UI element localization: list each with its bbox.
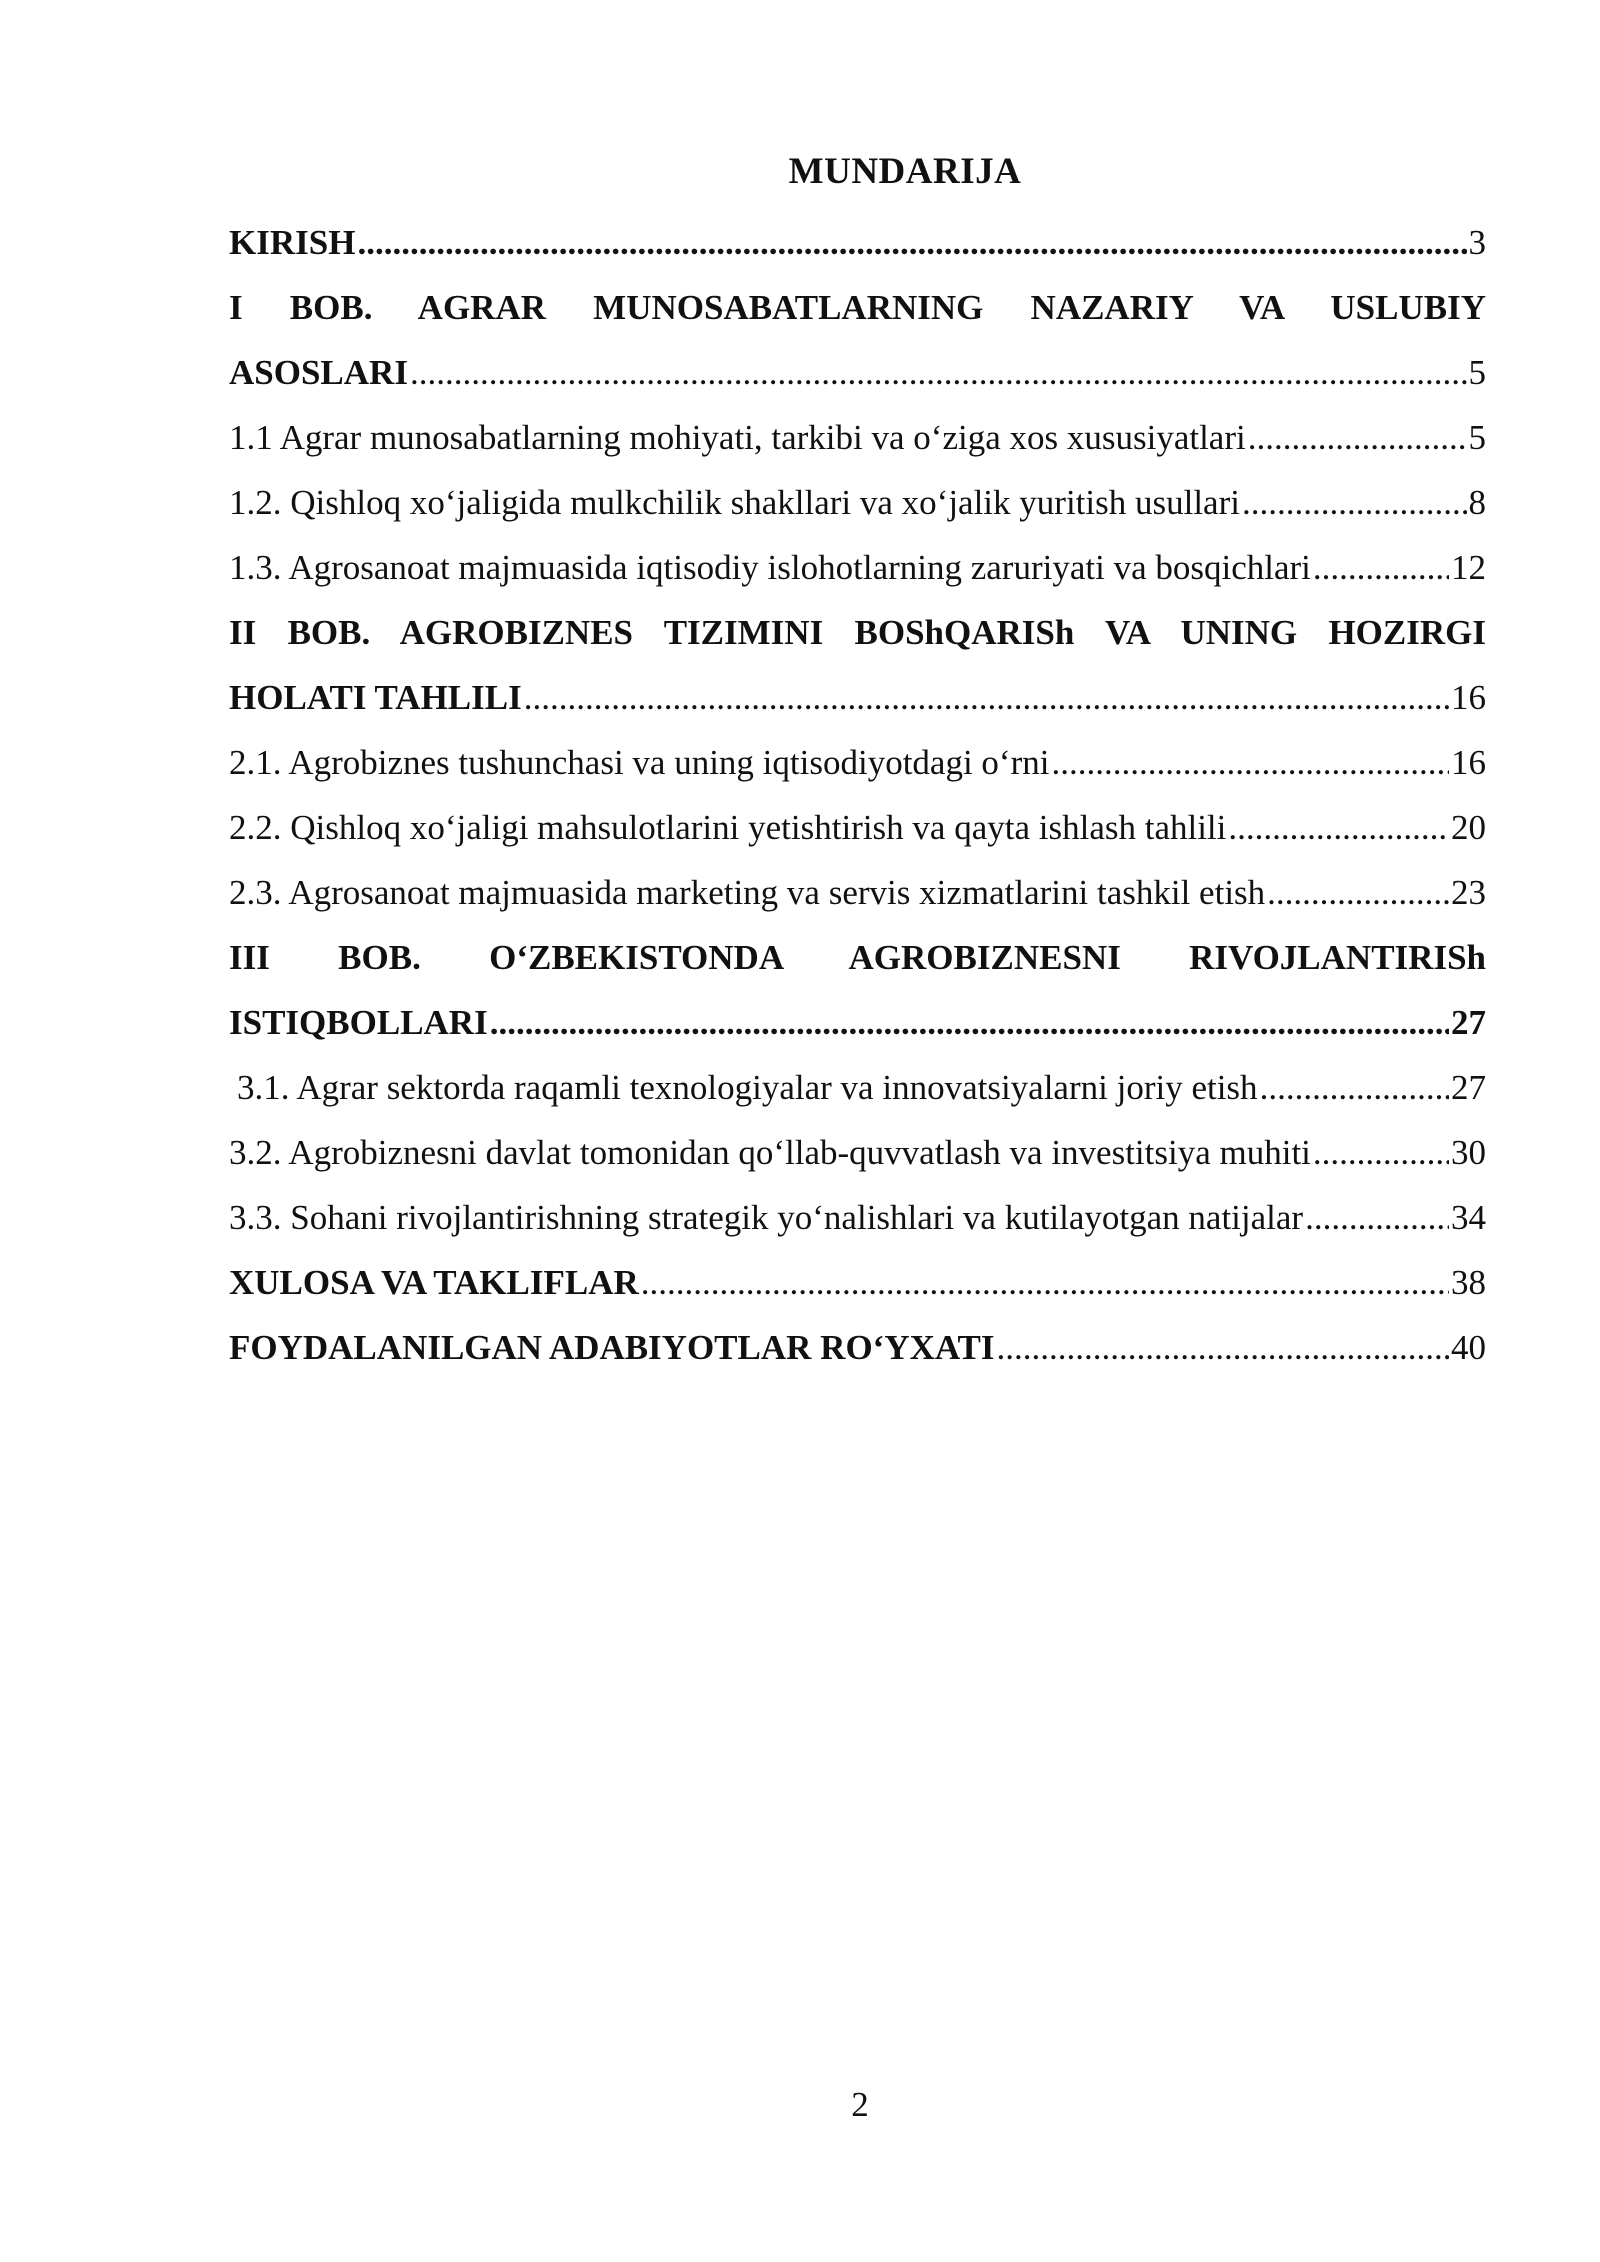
- dot-leader: [1248, 405, 1467, 470]
- toc-entry-3-1[interactable]: [229, 1055, 1486, 1120]
- dot-leader: [997, 1315, 1449, 1380]
- toc-entry-conclusion[interactable]: [229, 1250, 1486, 1315]
- toc-entry-page: 12: [1451, 548, 1486, 587]
- toc-entry-page: 27: [1451, 1003, 1486, 1042]
- dot-leader: [490, 990, 1449, 1055]
- toc-entry-2-3[interactable]: [229, 860, 1486, 925]
- dot-leader: [410, 340, 1467, 405]
- dot-leader: [1313, 1120, 1449, 1185]
- dot-leader: [1242, 470, 1467, 535]
- toc-entry-page: 20: [1451, 808, 1486, 847]
- toc-title: MUNDARIJA: [788, 151, 1022, 192]
- toc-entry-page: 38: [1451, 1263, 1486, 1302]
- dot-leader: [524, 665, 1449, 730]
- toc-entry-page: 5: [1468, 353, 1486, 392]
- dot-leader: [357, 210, 1466, 275]
- toc-entry-1-1[interactable]: [229, 405, 1486, 470]
- dot-leader: [1051, 730, 1449, 795]
- toc-entry-2-2[interactable]: [229, 795, 1486, 860]
- toc-entry-1-3[interactable]: [229, 535, 1486, 600]
- toc-entry-chapter-1[interactable]: [229, 340, 1486, 405]
- chapter-1-heading[interactable]: I BOB. AGRAR MUNOSABATLARNING NAZARIY VA USLUBIY: [229, 288, 1486, 327]
- toc-entry-label: ISTIQBOLLARI: [229, 1003, 488, 1042]
- chapter-2-heading[interactable]: II BOB. AGROBIZNES TIZIMINI BOShQARISh VA UNING HOZIRGI: [229, 613, 1486, 652]
- toc-entry-page: 3: [1468, 223, 1486, 262]
- toc-entry-label: 3.2. Agrobiznesni davlat tomonidan qo‘llab-quvvatlash va investitsiya muhiti: [229, 1133, 1311, 1172]
- dot-leader: [641, 1250, 1449, 1315]
- table-of-contents: [229, 210, 1486, 1380]
- toc-entry-1-2[interactable]: [229, 470, 1486, 535]
- page-number: 2: [851, 2085, 869, 2124]
- toc-entry-label: ASOSLARI: [229, 353, 408, 392]
- dot-leader: [1260, 1055, 1449, 1120]
- toc-entry-label: 3.3. Sohani rivojlantirishning strategik yo‘nalishlari va kutilayotgan natijalar: [229, 1198, 1304, 1237]
- chapter-3-heading[interactable]: III BOB. O‘ZBEKISTONDA AGROBIZNESNI RIVOJLANTIRISh: [229, 938, 1486, 977]
- toc-entry-3-2[interactable]: [229, 1120, 1486, 1185]
- dot-leader: [1267, 860, 1449, 925]
- toc-entry-chapter-3[interactable]: [229, 990, 1486, 1055]
- toc-entry-page: 8: [1468, 483, 1486, 522]
- toc-entry-label: 2.3. Agrosanoat majmuasida marketing va servis xizmatlarini tashkil etish: [229, 873, 1266, 912]
- toc-entry-label: KIRISH: [229, 223, 356, 262]
- dot-leader: [1313, 535, 1449, 600]
- dot-leader: [1228, 795, 1449, 860]
- toc-entry-3-3[interactable]: [229, 1185, 1486, 1250]
- toc-entry-page: 40: [1451, 1328, 1486, 1367]
- toc-entry-chapter-2[interactable]: [229, 665, 1486, 730]
- toc-entry-label: 2.1. Agrobiznes tushunchasi va uning iqtisodiyotdagi o‘rni: [229, 743, 1050, 782]
- dot-leader: [1305, 1185, 1449, 1250]
- toc-entry-label: 1.3. Agrosanoat majmuasida iqtisodiy islohotlarning zaruriyati va bosqichlari: [229, 548, 1311, 587]
- toc-entry-page: 30: [1451, 1133, 1486, 1172]
- toc-entry-2-1[interactable]: [229, 730, 1486, 795]
- toc-entry-label: XULOSA VA TAKLIFLAR: [229, 1263, 639, 1302]
- toc-entry-page: 27: [1451, 1068, 1486, 1107]
- toc-entry-label: FOYDALANILGAN ADABIYOTLAR RO‘YXATI: [229, 1328, 995, 1367]
- toc-entry-page: 34: [1451, 1198, 1486, 1237]
- toc-entry-label: HOLATI TAHLILI: [229, 678, 522, 717]
- toc-entry-page: 23: [1451, 873, 1486, 912]
- toc-entry-page: 16: [1451, 743, 1486, 782]
- toc-entry-references[interactable]: [229, 1315, 1486, 1380]
- toc-entry-introduction[interactable]: [229, 210, 1486, 275]
- toc-entry-label: 2.2. Qishloq xo‘jaligi mahsulotlarini yetishtirish va qayta ishlash tahlili: [229, 808, 1227, 847]
- toc-entry-label: 1.1 Agrar munosabatlarning mohiyati, tarkibi va o‘ziga xos xususiyatlari: [229, 418, 1246, 457]
- toc-entry-page: 16: [1451, 678, 1486, 717]
- toc-entry-label: 3.1. Agrar sektorda raqamli texnologiyalar va innovatsiyalarni joriy etish: [237, 1068, 1258, 1107]
- toc-entry-label: 1.2. Qishloq xo‘jaligida mulkchilik shakllari va xo‘jalik yuritish usullari: [229, 483, 1240, 522]
- toc-entry-page: 5: [1468, 418, 1486, 457]
